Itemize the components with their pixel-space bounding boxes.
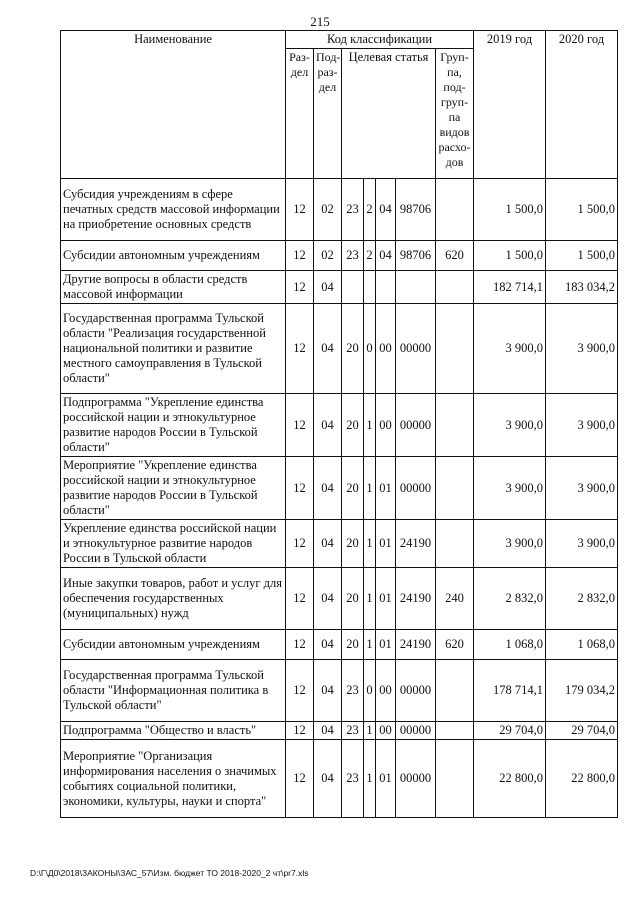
- row-target-4: 98706: [396, 179, 436, 241]
- row-podrazdel: 04: [314, 394, 342, 457]
- row-expense-group: [436, 740, 474, 818]
- row-razdel: 12: [286, 457, 314, 520]
- row-razdel: 12: [286, 660, 314, 722]
- row-target-4: 00000: [396, 457, 436, 520]
- row-target-1: 23: [342, 660, 364, 722]
- row-expense-group: [436, 394, 474, 457]
- row-amount-2019: 22 800,0: [474, 740, 546, 818]
- row-expense-group: [436, 179, 474, 241]
- row-amount-2020: 3 900,0: [546, 394, 618, 457]
- row-target-2: 1: [364, 630, 376, 660]
- header-subsection: Под-раз-дел: [314, 49, 342, 179]
- row-amount-2019: 3 900,0: [474, 457, 546, 520]
- row-amount-2020: 3 900,0: [546, 457, 618, 520]
- row-amount-2020: 1 500,0: [546, 241, 618, 271]
- row-target-2: [364, 271, 376, 304]
- row-name: Субсидии автономным учреждениям: [61, 630, 286, 660]
- row-target-4: 00000: [396, 740, 436, 818]
- row-amount-2019: 1 068,0: [474, 630, 546, 660]
- row-name: Подпрограмма "Общество и власть": [61, 722, 286, 740]
- row-podrazdel: 04: [314, 722, 342, 740]
- row-target-1: 23: [342, 740, 364, 818]
- header-target-item: Целевая статья: [342, 49, 436, 179]
- table-row: [61, 740, 618, 818]
- row-target-1: 23: [342, 722, 364, 740]
- row-target-2: 1: [364, 722, 376, 740]
- row-razdel: 12: [286, 241, 314, 271]
- row-razdel: 12: [286, 179, 314, 241]
- row-target-3: 00: [376, 394, 396, 457]
- row-target-3: 00: [376, 304, 396, 394]
- row-podrazdel: 04: [314, 271, 342, 304]
- row-expense-group: 620: [436, 241, 474, 271]
- row-podrazdel: 02: [314, 179, 342, 241]
- row-name: Субсидия учреждениям в сфере печатных средств массовой информации на приобретение основных средств: [61, 179, 286, 241]
- row-name: Подпрограмма "Укрепление единства российской нации и этнокультурное развитие народов России в Тульской области": [61, 394, 286, 457]
- row-amount-2020: 1 500,0: [546, 179, 618, 241]
- row-target-3: 01: [376, 568, 396, 630]
- row-target-4: [396, 271, 436, 304]
- row-expense-group: [436, 660, 474, 722]
- row-podrazdel: 04: [314, 630, 342, 660]
- row-target-1: 20: [342, 630, 364, 660]
- table-row: [61, 241, 618, 271]
- row-target-2: 1: [364, 394, 376, 457]
- header-year-2019: 2019 год: [474, 31, 546, 179]
- row-expense-group: 620: [436, 630, 474, 660]
- row-target-3: 04: [376, 241, 396, 271]
- row-razdel: 12: [286, 271, 314, 304]
- header-name: Наименование: [61, 31, 286, 179]
- table-row: [61, 457, 618, 520]
- row-podrazdel: 04: [314, 660, 342, 722]
- row-target-4: 00000: [396, 660, 436, 722]
- row-expense-group: [436, 304, 474, 394]
- row-amount-2019: 178 714,1: [474, 660, 546, 722]
- row-podrazdel: 02: [314, 241, 342, 271]
- row-target-2: 1: [364, 457, 376, 520]
- table-body: [61, 179, 618, 818]
- row-name: Другие вопросы в области средств массовой информации: [61, 271, 286, 304]
- row-target-4: 00000: [396, 722, 436, 740]
- table-row: [61, 520, 618, 568]
- row-podrazdel: 04: [314, 740, 342, 818]
- row-razdel: 12: [286, 394, 314, 457]
- row-target-3: 01: [376, 520, 396, 568]
- row-target-1: 23: [342, 179, 364, 241]
- row-target-1: 20: [342, 520, 364, 568]
- row-target-1: 20: [342, 304, 364, 394]
- row-expense-group: [436, 457, 474, 520]
- row-target-4: 00000: [396, 394, 436, 457]
- row-amount-2020: 3 900,0: [546, 520, 618, 568]
- row-amount-2020: 29 704,0: [546, 722, 618, 740]
- row-amount-2020: 3 900,0: [546, 304, 618, 394]
- row-expense-group: 240: [436, 568, 474, 630]
- row-razdel: 12: [286, 740, 314, 818]
- row-target-4: 24190: [396, 568, 436, 630]
- header-year-2020: 2020 год: [546, 31, 618, 179]
- row-expense-group: [436, 520, 474, 568]
- table-row: [61, 722, 618, 740]
- row-target-1: 20: [342, 568, 364, 630]
- header-section: Раз-дел: [286, 49, 314, 179]
- table-row: [61, 660, 618, 722]
- row-expense-group: [436, 271, 474, 304]
- row-amount-2020: 1 068,0: [546, 630, 618, 660]
- row-amount-2019: 182 714,1: [474, 271, 546, 304]
- row-target-4: 24190: [396, 520, 436, 568]
- budget-table: [60, 30, 618, 818]
- row-amount-2019: 3 900,0: [474, 520, 546, 568]
- row-podrazdel: 04: [314, 568, 342, 630]
- row-target-4: 24190: [396, 630, 436, 660]
- table-row: [61, 271, 618, 304]
- row-podrazdel: 04: [314, 457, 342, 520]
- row-target-2: 1: [364, 740, 376, 818]
- row-target-3: 01: [376, 630, 396, 660]
- row-amount-2020: 179 034,2: [546, 660, 618, 722]
- row-target-2: 1: [364, 520, 376, 568]
- row-target-4: 98706: [396, 241, 436, 271]
- row-name: Государственная программа Тульской области "Реализация государственной национальной политики и развитие местного самоуправления в Тульской области": [61, 304, 286, 394]
- row-amount-2019: 3 900,0: [474, 304, 546, 394]
- row-target-1: [342, 271, 364, 304]
- row-target-3: 00: [376, 660, 396, 722]
- page-number: 215: [310, 14, 330, 29]
- row-razdel: 12: [286, 304, 314, 394]
- row-name: Укрепление единства российской нации и этнокультурное развитие народов России в Тульской области: [61, 520, 286, 568]
- row-razdel: 12: [286, 520, 314, 568]
- row-razdel: 12: [286, 722, 314, 740]
- row-razdel: 12: [286, 568, 314, 630]
- header-expense-group: Груп-па, под-груп-па видов расхо-дов: [436, 49, 474, 179]
- row-amount-2019: 1 500,0: [474, 179, 546, 241]
- row-target-3: 01: [376, 740, 396, 818]
- table-row: [61, 630, 618, 660]
- row-amount-2019: 3 900,0: [474, 394, 546, 457]
- table-row: [61, 179, 618, 241]
- row-amount-2019: 1 500,0: [474, 241, 546, 271]
- row-amount-2020: 183 034,2: [546, 271, 618, 304]
- row-name: Мероприятие "Организация информирования населения о значимых событиях социальной политики, экономики, культуры, науки и спорта": [61, 740, 286, 818]
- row-name: Мероприятие "Укрепление единства российской нации и этнокультурное развитие народов России в Тульской области": [61, 457, 286, 520]
- row-amount-2020: 2 832,0: [546, 568, 618, 630]
- row-podrazdel: 04: [314, 304, 342, 394]
- row-target-1: 20: [342, 457, 364, 520]
- row-name: Иные закупки товаров, работ и услуг для обеспечения государственных (муниципальных) нужд: [61, 568, 286, 630]
- row-target-1: 23: [342, 241, 364, 271]
- row-target-2: 0: [364, 304, 376, 394]
- row-amount-2019: 29 704,0: [474, 722, 546, 740]
- row-target-3: 00: [376, 722, 396, 740]
- header-classification: Код классификации: [286, 31, 474, 49]
- row-expense-group: [436, 722, 474, 740]
- footer-file-path: D:\Г\Д0\2018\ЗАКОНЫ\ЗАС_57\Изм. бюджет ТО 2018-2020_2 чт\pr7.xls: [30, 868, 309, 878]
- row-target-3: [376, 271, 396, 304]
- row-target-2: 0: [364, 660, 376, 722]
- row-target-3: 01: [376, 457, 396, 520]
- row-amount-2020: 22 800,0: [546, 740, 618, 818]
- row-name: Государственная программа Тульской области "Информационная политика в Тульской области": [61, 660, 286, 722]
- table-row: [61, 568, 618, 630]
- row-target-3: 04: [376, 179, 396, 241]
- row-target-2: 2: [364, 241, 376, 271]
- row-target-4: 00000: [396, 304, 436, 394]
- table-row: [61, 304, 618, 394]
- table-row: [61, 394, 618, 457]
- row-target-1: 20: [342, 394, 364, 457]
- row-amount-2019: 2 832,0: [474, 568, 546, 630]
- row-podrazdel: 04: [314, 520, 342, 568]
- row-target-2: 1: [364, 568, 376, 630]
- row-razdel: 12: [286, 630, 314, 660]
- row-target-2: 2: [364, 179, 376, 241]
- row-name: Субсидии автономным учреждениям: [61, 241, 286, 271]
